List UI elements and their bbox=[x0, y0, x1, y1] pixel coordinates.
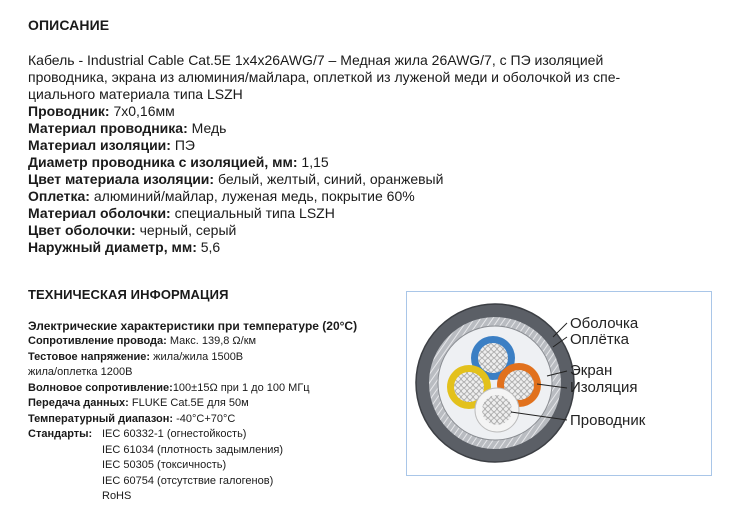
standards-list bbox=[102, 427, 283, 505]
cable-cross-section-diagram bbox=[407, 292, 711, 475]
prop-insulation-colors bbox=[28, 171, 668, 188]
label-shield: Экран bbox=[570, 362, 613, 379]
label-conductor: Проводник bbox=[570, 412, 646, 429]
description-body bbox=[28, 52, 668, 256]
technical-heading: ТЕХНИЧЕСКАЯ ИНФОРМАЦИЯ bbox=[28, 287, 229, 302]
tech-label: Передача данных: bbox=[28, 397, 129, 409]
standards bbox=[28, 427, 398, 505]
label-sheath: Оболочка bbox=[570, 315, 639, 332]
prop-value: алюминий/майлар, луженая медь, покрытие 60% bbox=[89, 188, 415, 204]
prop-label: Оплетка: bbox=[28, 188, 90, 204]
standard-item: RoHS bbox=[102, 490, 132, 502]
tech-resistance bbox=[28, 334, 398, 350]
label-braid: Оплётка bbox=[570, 331, 629, 348]
description-intro-line: проводника, экрана из алюминия/майлара, оплеткой из луженой меди и оболочкой из спе- bbox=[28, 69, 621, 85]
prop-label: Диаметр проводника с изоляцией, мм: bbox=[28, 154, 298, 170]
tech-transmission bbox=[28, 396, 398, 412]
prop-label: Проводник: bbox=[28, 103, 110, 119]
prop-outer-diameter bbox=[28, 239, 668, 256]
prop-label: Наружный диаметр, мм: bbox=[28, 239, 197, 255]
prop-label: Материал проводника: bbox=[28, 120, 188, 136]
standards-label: Стандарты: bbox=[28, 428, 93, 440]
prop-value: черный, серый bbox=[135, 222, 237, 238]
tech-value: Макс. 139,8 Ω/км bbox=[166, 335, 257, 347]
tech-value: 100±15Ω при 1 до 100 МГц bbox=[172, 381, 310, 394]
prop-sheath-material bbox=[28, 205, 668, 222]
prop-braid bbox=[28, 188, 668, 205]
tech-label: Тестовое напряжение: bbox=[28, 350, 151, 363]
standard-item: IEC 60754 (отсутствие галогенов) bbox=[102, 474, 274, 487]
tech-value: -40°C+70°C bbox=[173, 412, 236, 425]
standard-item: IEC 61034 (плотность задымления) bbox=[102, 443, 284, 456]
conductor-strands bbox=[478, 343, 508, 373]
prop-insulated-diameter bbox=[28, 154, 668, 171]
standard-item: IEC 60332-1 (огнестойкость) bbox=[102, 428, 247, 440]
tech-impedance bbox=[28, 381, 398, 397]
description-heading: ОПИСАНИЕ bbox=[28, 17, 110, 33]
description-intro-line: Кабель - Industrial Cable Cat.5E 1x4x26AWG/7 – Медная жила 26AWG/7, с ПЭ изоляцией bbox=[28, 52, 604, 68]
prop-value: ПЭ bbox=[170, 137, 195, 153]
technical-body bbox=[28, 318, 398, 505]
cable-cross-section-image bbox=[406, 291, 712, 476]
prop-label: Цвет оболочки: bbox=[28, 222, 136, 238]
prop-value: белый, желтый, синий, оранжевый bbox=[214, 171, 444, 187]
prop-label: Материал оболочки: bbox=[28, 205, 171, 221]
prop-value: 5,6 bbox=[196, 239, 221, 255]
prop-value: 7x0,16мм bbox=[109, 103, 175, 119]
tech-value: жила/жила 1500В bbox=[150, 350, 244, 363]
prop-value: Медь bbox=[187, 120, 227, 136]
tech-temperature bbox=[28, 412, 398, 428]
prop-conductor-material bbox=[28, 120, 668, 137]
standard-item: IEC 50305 (токсичность) bbox=[102, 459, 227, 471]
prop-conductor bbox=[28, 103, 668, 120]
tech-label: Сопротивление провода: bbox=[28, 335, 167, 347]
electrical-title: Электрические характеристики при температуре (20°С) bbox=[28, 319, 358, 333]
prop-value: 1,15 bbox=[297, 154, 329, 170]
prop-sheath-color bbox=[28, 222, 668, 239]
prop-label: Цвет материала изоляции: bbox=[28, 171, 215, 187]
prop-value: специальный типа LSZH bbox=[170, 205, 335, 221]
prop-insulation-material bbox=[28, 137, 668, 154]
tech-value: FLUKE Cat.5E для 50м bbox=[128, 397, 249, 409]
tech-label: Волновое сопротивление: bbox=[28, 381, 173, 394]
description-intro-line: циального материала типа LSZH bbox=[28, 86, 243, 102]
conductor-strands bbox=[482, 395, 512, 425]
prop-label: Материал изоляции: bbox=[28, 137, 171, 153]
tech-test-voltage bbox=[28, 350, 398, 366]
tech-test-voltage-2: жила/оплетка 1200В bbox=[28, 366, 133, 378]
label-insulation: Изоляция bbox=[570, 379, 638, 396]
tech-label: Температурный диапазон: bbox=[28, 412, 174, 425]
